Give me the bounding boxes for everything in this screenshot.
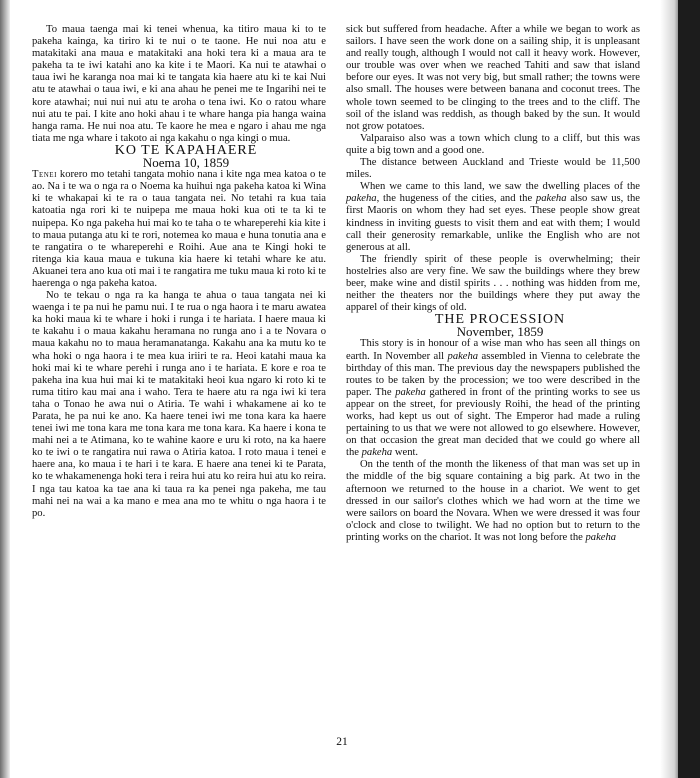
scan-border — [678, 0, 700, 778]
lead-word: Tenei — [32, 169, 57, 181]
page-number: 21 — [336, 736, 348, 748]
tenth-paragraph: On the tenth of the month the likeness of that man was set up in the middle of the big square containing a big park. At two in the afternoon we returned to the house in a chariot. We went to get dressed in our sailor's clothes which we had worn at the time we were sailors on board the Novara. When we were dressed it was four o'clock and close to twilight. We had no option but to return to the printing works on the chariot. It was not long before the pakeha — [346, 459, 640, 543]
valparaiso-paragraph: Valparaiso also was a town which clung to a cliff, but this was quite a big town and a good one. — [346, 132, 640, 156]
arrival-paragraph: When we came to this land, we saw the dwelling places of the pakeha, the hugeness of the cities, and the pakeha also saw us, the first Maoris on whom they had set eyes. These people show great kindness in inviting guests to visit them and eat with them; I would call their generosity remarkable, unlike the English who are not generous at all. — [346, 181, 640, 253]
maori-paragraph-2: No te tekau o nga ra ka hanga te ahua o taua tangata nei ki waenga i te pa nui he pamu nui. I te rua o nga haora i te maru awatea ka hoki maua ki te whare i hoki i runga i te hariata. I haere maua ki te kakahu i o maua kakahu heramana no runga ano i a te Novara o maua kakahu no to maua heramanatanga. Kakahu ana ka mutu ko te wha hoki o nga haora i te mea kua iriiri te ra. Heoi katahi maua ka hoki mai ki te whare perehi i runga ano i te hariata. E kore e roa te pakeha ina kua hui mai ki te matakitaki heoi kua ngaro ki roto ki te ruma titiro kau mai ana i waho. Tera te haere atu ra nga iwi ki tera taha o Tonao he awa nui o Atiria. Te wahi i whakamene ai ko te Parata, he pa nui ke ano. Ka haere tenei iwi me tona kara ka haere tenei iwi me tona kara me tona kara me tona kara. Ka haere i kona te mahi nei a te Atimana, ko te wahine kaore e uru ki roto, na ka haere ko te iwi o te rangatira nui rawa o Atiria katoa. I roto maua i tenei e haere ana, ko maua i te hari i te kara. E haere ana tenei ki te Parata, ko te whakamenenga hoki tera i reira hui atu ko reira hui atu ko reira. I nga tau katoa ka tae ana ki taua ra ka penei nga pakeha, me tau mahi nei na wai a ka mano e mea ana mo te whitu o nga haora i te po. — [32, 290, 326, 519]
right-column — [346, 24, 640, 544]
maori-date: Noema 10, 1859 — [142, 155, 230, 171]
book-page — [32, 24, 652, 764]
maori-heading: KO TE KAPAHAERE — [114, 142, 258, 158]
friendly-paragraph: The friendly spirit of these people is overwhelming; their hostelries also are very fine. We saw the buildings where they brew beer, make wine and distil spirits . . . nothing was hidden from me, neither the theaters nor the buildings where they put away the apparel of their kings of old. — [346, 253, 640, 314]
continued-paragraph: sick but suffered from headache. After a while we began to work as sailors. I have seen the work done on a sailing ship, it is unpleasant and really tough, although I would not call it heavy work. However, our trouble was over when we reached Tahiti and saw that island before our eyes. It was not very big, but small rather; the towns were also small. The houses were between banana and coconut trees. The whole town seemed to be clinging to the trees and to the cliff. The soil of the island was reddish, as though baked by the sun. It would not grow potatoes. — [346, 24, 640, 132]
english-heading: THE PROCESSION — [434, 312, 566, 328]
book-gutter-shadow — [0, 0, 10, 778]
distance-paragraph: The distance between Auckland and Trieste would be 11,500 miles. — [346, 157, 640, 181]
story-paragraph: This story is in honour of a wise man who has seen all things on earth. In November all pakeha assembled in Vienna to celebrate the birthday of this man. The previous day the newspapers published the routes to be taken by the procession; we too were described in the paper. The pakeha gathered in front of the printing works to see us appear on the street, for previously Roihi, the head of the printing works, had kept us out of sight. The Emperor had made a ruling pertaining to us that we were not allowed to go elsewhere. However, on that occasion the great man decided that we could go where all the pakeha went. — [346, 338, 640, 459]
maori-paragraph-1: Tenei korero mo tetahi tangata mohio nana i kite nga mea katoa o te ao. Na i te wa o nga ra o Noema ka huihui nga pakeha katoa ki Wina ki te whakapai ki te ra o taua tangata nei. No tetahi ra kua taia katoatia nga rori ki te nuipepa me maua hoki kua oti te ta ki te nuipepa. Ko nga pakeha hui mai ko te taha o te whareperehi kia kite i to maua putanga atu ki te rori, notemea ko maua e huna tonutia ana e te rangatira o te whareperehi e Roihi. Aue ana te Kingi hoki te ritenga kia kaua maua e tukuna kia haere ki tetahi whare ke atu. Akuanei tera ano kua oti mai i te rangatira me tuku maua ki roto ki te haerenga o nga pakeha katoa. — [32, 169, 326, 289]
left-column — [32, 24, 326, 520]
intro-paragraph: To maua taenga mai ki tenei whenua, ka titiro maua ki to te pakeha kainga, ka tiriro ki te nui o te taone. He nui noa atu e matakitaki ana maua e matakitaki ana hoki tera ki a maua ara te pakeha ta te iwi katahi ano ka kite i te Maori. Ka nui te atawhai o taua iwi he karanga noa mai ki te tangata kia haere atu ki te kai Nui atu te atawhai o taua iwi, e ki ana ahau he penei me te Ingarihi nei te kore atawhai; nui nui nui atu te aroha o tena iwi. Ko o ratou whare nui atu te pai. I kite ano hoki ahau i te whare hanga pia hanga waina hanga rama. He nui noa atu. Te kaore he mea e ngaro i ahau me nga tiata me nga whare i takoto ai nga kakahu o nga kingi o mua. — [32, 24, 326, 144]
english-date: November, 1859 — [456, 324, 544, 340]
page-edge-shade — [660, 0, 678, 778]
